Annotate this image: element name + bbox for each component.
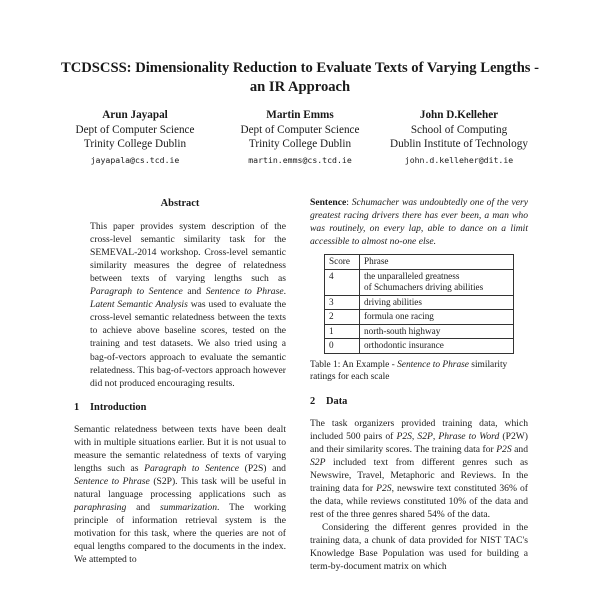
- table-row: [325, 295, 514, 310]
- right-column: [310, 196, 528, 573]
- phrase-cell: driving abilities: [360, 295, 514, 310]
- author-dept: School of Computing: [410, 123, 508, 136]
- author-name: Martin Emms: [266, 109, 334, 121]
- table-row: [325, 339, 514, 354]
- table-row: [325, 310, 514, 325]
- author-institution: Trinity College Dublin: [83, 138, 187, 150]
- table-caption: Table 1: An Example - Sentence to Phrase similarity ratings for each scale: [310, 359, 508, 383]
- section-heading-data: 2 Data: [310, 395, 348, 407]
- score-cell: 3: [325, 295, 360, 310]
- author-block: [60, 108, 540, 168]
- phrase-cell: the unparalleled greatness of Schumachers driving abilities: [360, 269, 514, 295]
- author-email: jayapala@cs.tcd.ie: [90, 154, 180, 165]
- paper-title: TCDSCSS: Dimensionality Reduction to Evaluate Texts of Varying Lengths - an IR Approach: [60, 60, 539, 95]
- left-column: [74, 196, 286, 566]
- example-sentence: Sentence: Schumacher was undoubtedly one of the very greatest racing drivers there has ever been, a man who was routinely, on every lap, able to dance on a limit accessible to almost no-one else.: [310, 197, 528, 248]
- phrase-cell: formula one racing: [360, 310, 514, 325]
- phrase-cell: north-south highway: [360, 324, 514, 339]
- section-heading-introduction: 1 Introduction: [74, 401, 147, 413]
- score-cell: 1: [325, 324, 360, 339]
- author-3: [378, 108, 540, 167]
- author-name: Arun Jayapal: [102, 109, 168, 121]
- table-header-row: [325, 255, 514, 270]
- table-row: [325, 324, 514, 339]
- author-email: john.d.kelleher@dit.ie: [404, 154, 514, 165]
- author-institution: Trinity College Dublin: [248, 138, 352, 150]
- table-row: [325, 269, 514, 295]
- abstract-heading: Abstract: [160, 198, 200, 209]
- phrase-cell: orthodontic insurance: [360, 339, 514, 354]
- author-dept: Dept of Computer Science: [75, 123, 195, 136]
- score-cell: 2: [325, 310, 360, 325]
- score-cell: 4: [325, 269, 360, 295]
- table-header-phrase: Phrase: [360, 255, 514, 270]
- author-dept: Dept of Computer Science: [240, 123, 360, 136]
- score-cell: 0: [325, 339, 360, 354]
- abstract-text: This paper provides system description of the cross-level semantic similarity task for the SEMEVAL-2014 workshop. Cross-level semantic similarity measures the degree of relatedness between texts of varying lengths such as Paragraph to Sentence and Sentence to Phrase. Latent Semantic Analysis was used to evaluate the cross-level semantic relatedness between the texts to achieve above baseline scores, tested on the training and test datasets. We also tried using a bag-of-vectors approach to evaluate the semantic relatedness. This bag-of-vectors approach however did not produced encouraging results.: [90, 221, 286, 389]
- introduction-text: Semantic relatedness between texts have been dealt with in multiple situations earlier. But it is not usual to measure the semantic relatedness of texts of varying lengths such as Paragraph to Sentence (P2S) and Sentence to Phrase (S2P). This task will be useful in natural language processing applications such as paraphrasing and summarization. The working principle of information retrieval system is the motivation for this task, where the queries are not of equal lengths compared to the documents in the index. We attempted to: [74, 423, 286, 566]
- similarity-table: [324, 254, 514, 354]
- author-2: [220, 108, 380, 167]
- author-email: martin.emms@cs.tcd.ie: [248, 154, 352, 165]
- author-institution: Dublin Institute of Technology: [390, 138, 528, 150]
- author-1: [60, 108, 210, 167]
- data-paragraph-1: The task organizers provided training data, which included 500 pairs of P2S, S2P, Phrase to Word (P2W) and their similarity scores. The training data for P2S and S2P included text from different genres such as Newswire, Travel, Metaphoric and Reviews. In the training data for P2S, newswire text constituted 36% of the data, while reviews constituted 10% of the data and rest of the three genres shared 54% of the data.: [310, 417, 529, 521]
- data-paragraph-2: Considering the different genres provided in the training data, a chunk of data provided for NIST TAC's Knowledge Base Population was used for building a term-by-document matrix on which: [310, 522, 528, 573]
- table-header-score: Score: [325, 255, 360, 270]
- author-name: John D.Kelleher: [419, 109, 499, 121]
